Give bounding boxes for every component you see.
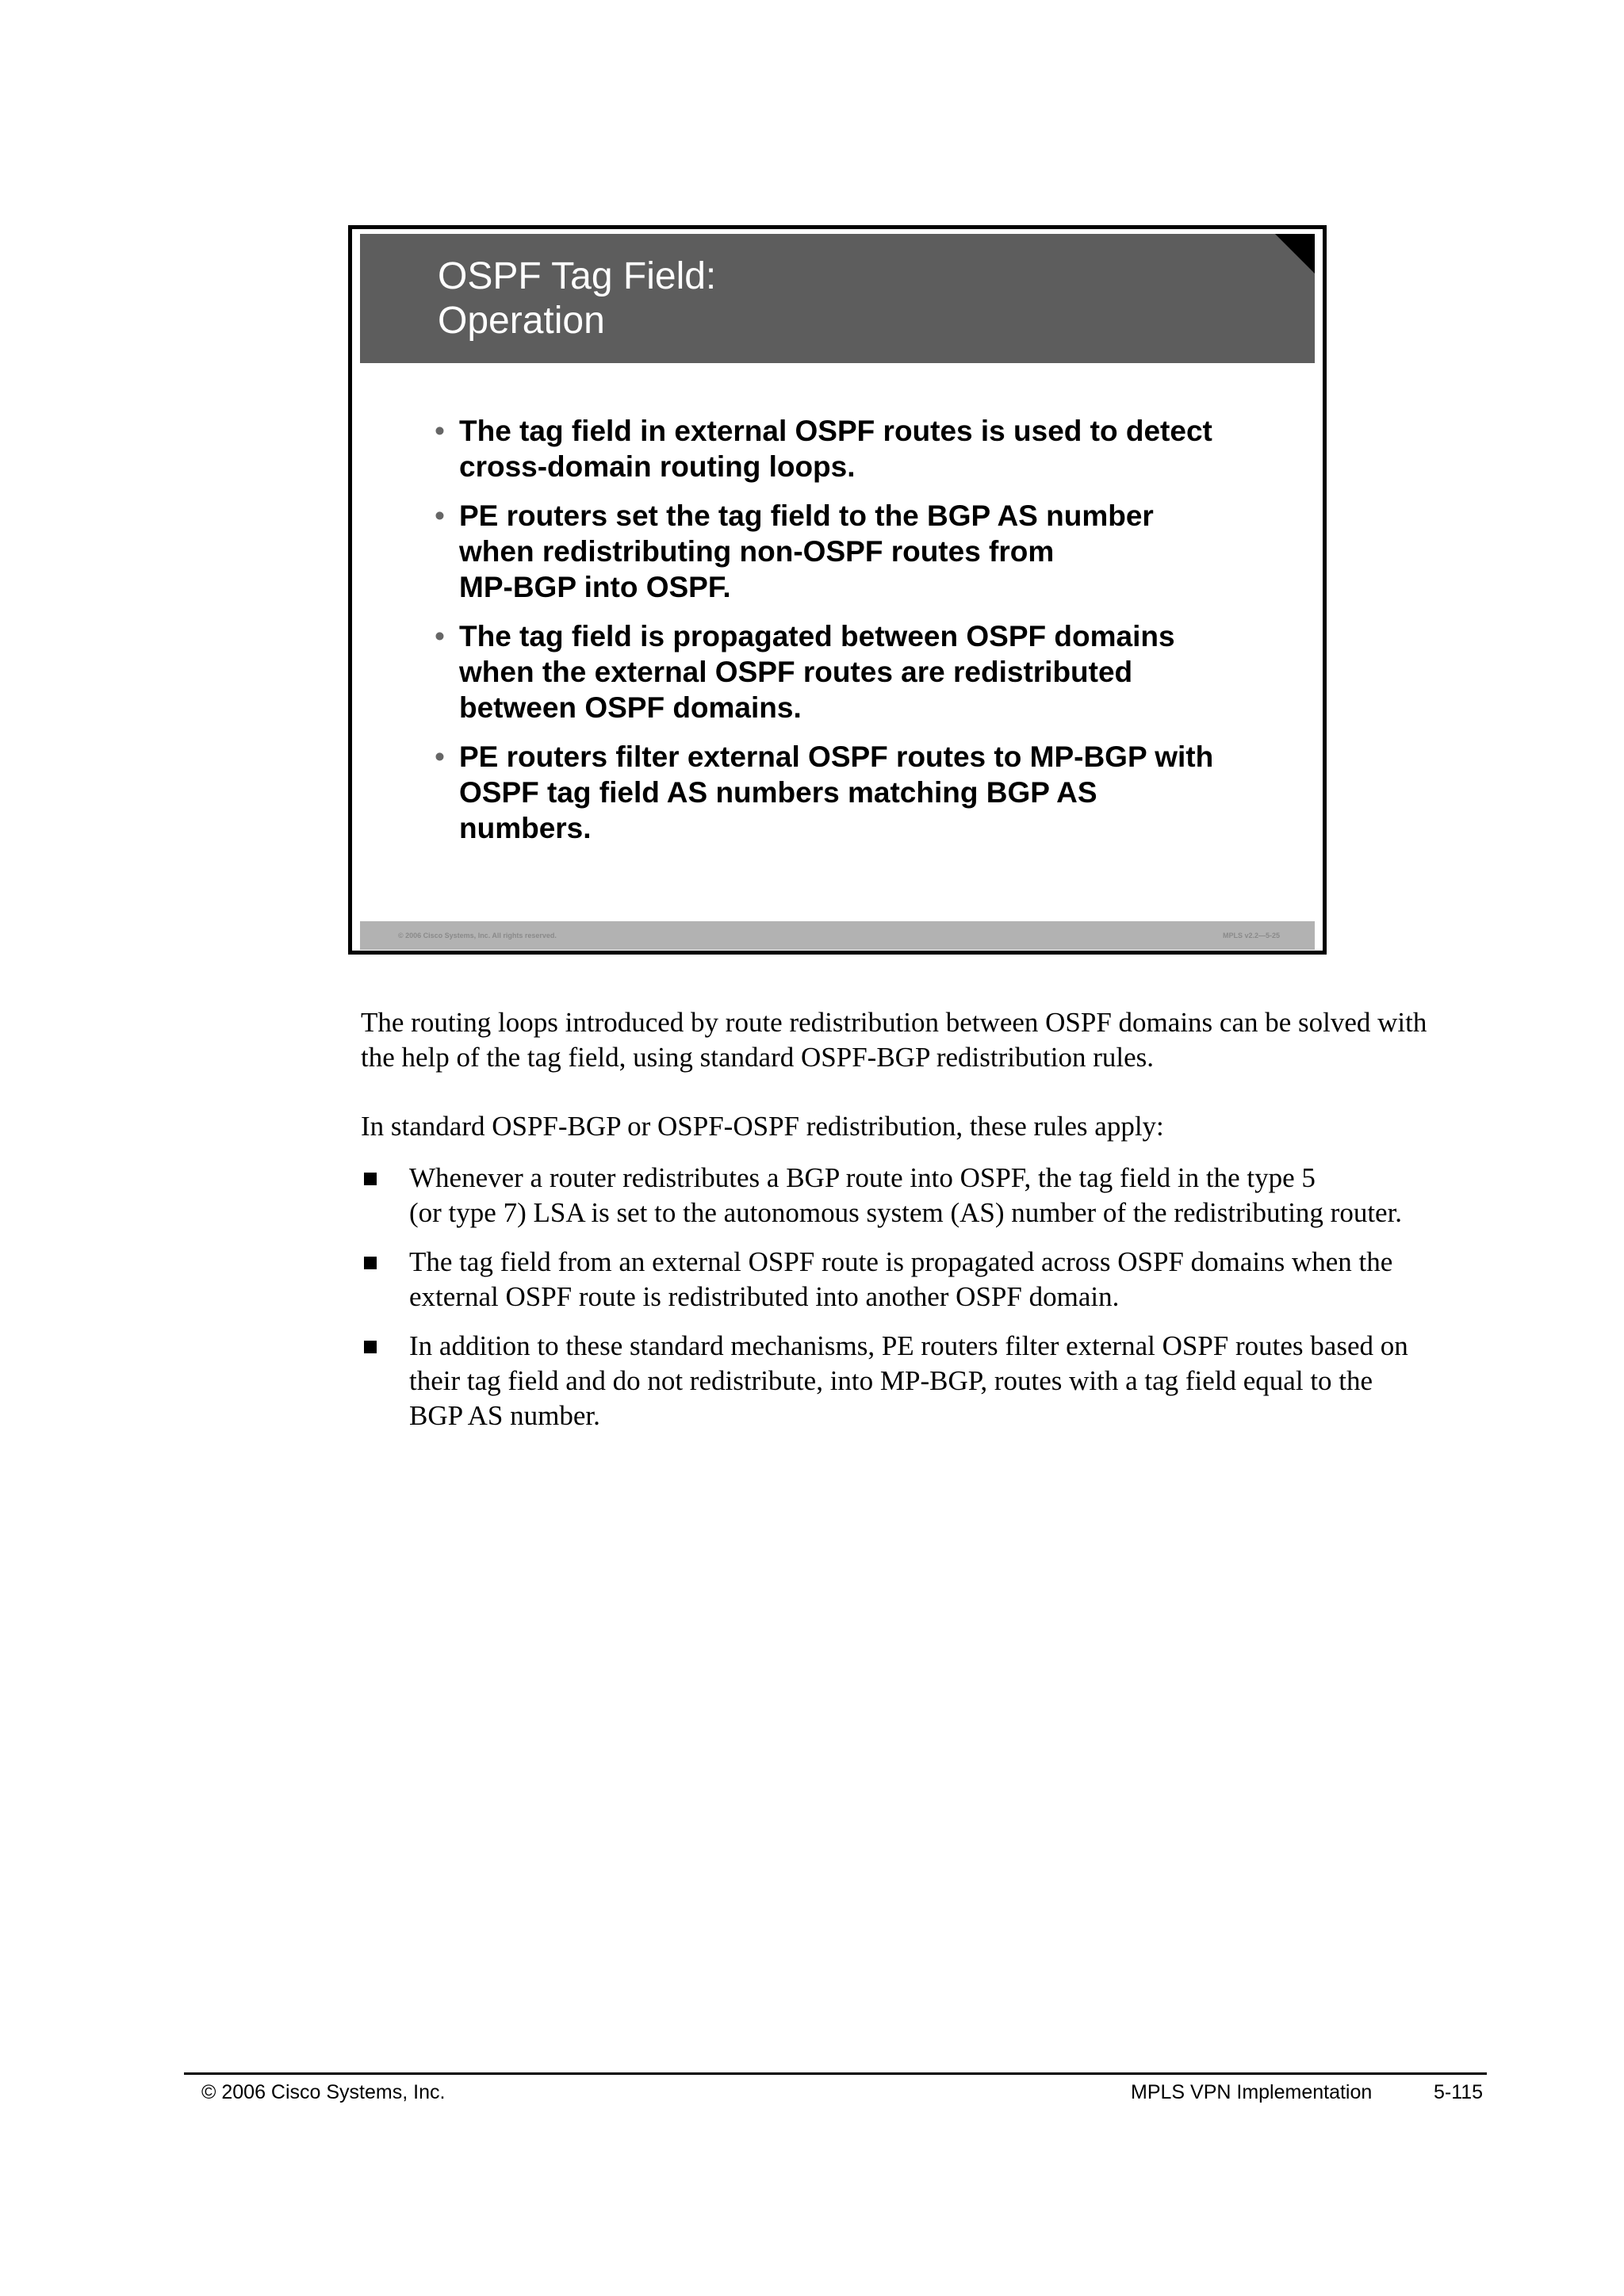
bullet-line: PE routers set the tag field to the BGP AS number — [459, 499, 1154, 532]
slide-bullet — [435, 739, 1299, 846]
bullet-line: The tag field is propagated between OSPF domains — [459, 620, 1175, 652]
rule-item — [361, 1161, 1503, 1230]
rule-line: external OSPF route is redistributed into another OSPF domain. — [409, 1281, 1120, 1312]
rules-list — [361, 1161, 1503, 1448]
bullet-line: cross-domain routing loops. — [459, 450, 856, 483]
bullet-icon: • — [435, 620, 445, 652]
bullet-line: when the external OSPF routes are redistributed — [459, 656, 1133, 688]
bullet-line: when redistributing non-OSPF routes from — [459, 535, 1055, 568]
square-bullet-icon — [364, 1173, 377, 1185]
bullet-icon: • — [435, 740, 445, 773]
slide-footer — [360, 921, 1315, 950]
bullet-line: The tag field in external OSPF routes is used to detect — [459, 415, 1212, 447]
slide-title-line: Operation — [438, 300, 605, 342]
bullet-icon: • — [435, 415, 445, 447]
body-paragraph: In standard OSPF-BGP or OSPF-OSPF redistribution, these rules apply: — [361, 1111, 1164, 1142]
body-paragraph — [361, 1005, 1503, 1075]
corner-fold-icon — [1275, 234, 1315, 274]
slide — [348, 225, 1327, 955]
square-bullet-icon — [364, 1341, 377, 1353]
footer-page-number: 5-115 — [1434, 2081, 1484, 2103]
slide-header — [360, 234, 1315, 363]
footer-divider — [184, 2072, 1487, 2075]
rule-line: The tag field from an external OSPF route is propagated across OSPF domains when the — [409, 1246, 1393, 1277]
body-line: The routing loops introduced by route redistribution between OSPF domains can be solved with — [361, 1007, 1427, 1038]
slide-title-line: OSPF Tag Field: — [438, 255, 717, 297]
bullet-line: between OSPF domains. — [459, 691, 802, 724]
rule-item — [361, 1245, 1503, 1314]
bullet-line: MP-BGP into OSPF. — [459, 571, 731, 603]
rule-line: Whenever a router redistributes a BGP route into OSPF, the tag field in the type 5 — [409, 1162, 1316, 1193]
bullet-line: PE routers filter external OSPF routes to MP-BGP with — [459, 740, 1214, 773]
rule-line: In addition to these standard mechanisms, PE routers filter external OSPF routes based on — [409, 1330, 1408, 1361]
square-bullet-icon — [364, 1257, 377, 1269]
bullet-line: OSPF tag field AS numbers matching BGP AS — [459, 776, 1097, 809]
slide-bullet — [435, 498, 1299, 605]
slide-bullet — [435, 618, 1299, 725]
rule-item — [361, 1329, 1503, 1433]
slide-bullet-list — [435, 413, 1299, 859]
slide-footer-copyright: © 2006 Cisco Systems, Inc. All rights reserved. — [398, 932, 557, 939]
bullet-icon: • — [435, 499, 445, 532]
footer-book-title: MPLS VPN Implementation — [1131, 2081, 1373, 2103]
rule-line: BGP AS number. — [409, 1400, 600, 1431]
body-line: the help of the tag field, using standard OSPF-BGP redistribution rules. — [361, 1042, 1154, 1073]
rule-line: their tag field and do not redistribute, into MP-BGP, routes with a tag field equal to the — [409, 1365, 1373, 1396]
footer-copyright: © 2006 Cisco Systems, Inc. — [201, 2081, 446, 2103]
rule-line: (or type 7) LSA is set to the autonomous system (AS) number of the redistributing router. — [409, 1197, 1403, 1228]
slide-bullet — [435, 413, 1299, 484]
bullet-line: numbers. — [459, 812, 592, 844]
slide-title — [438, 254, 716, 343]
slide-footer-code: MPLS v2.2—5-25 — [1222, 932, 1280, 939]
